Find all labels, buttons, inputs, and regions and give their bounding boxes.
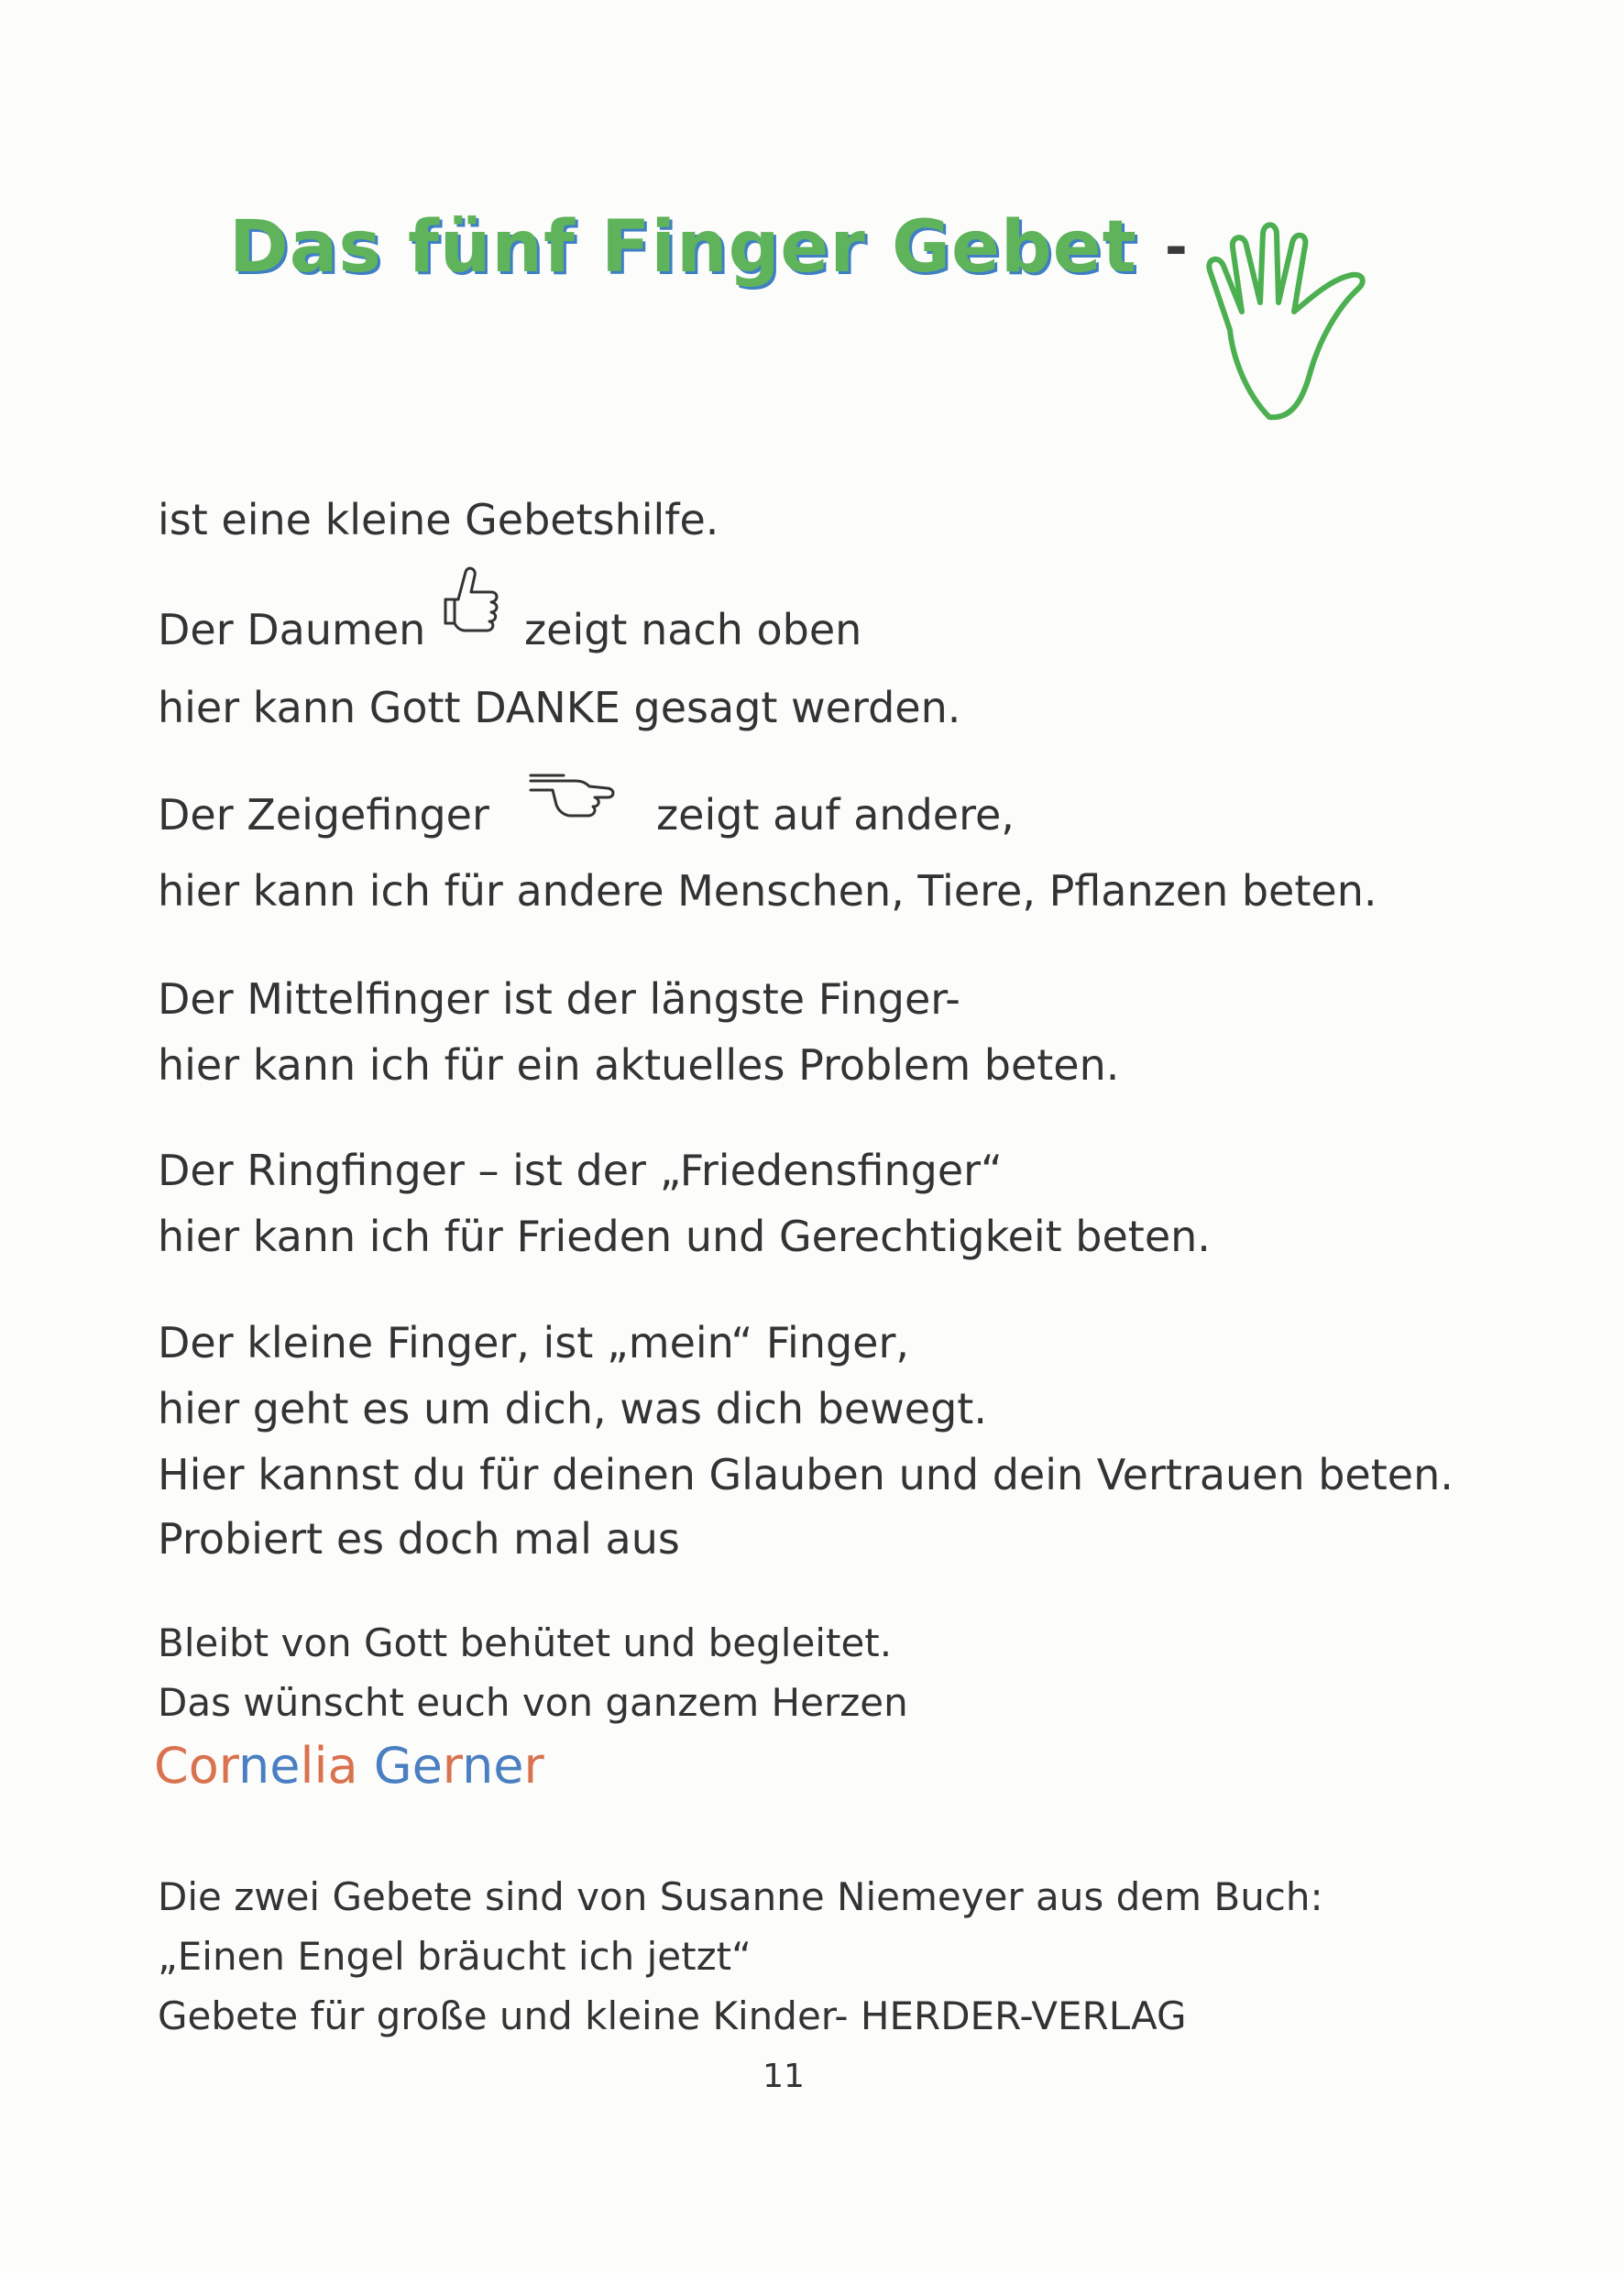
signature-part: r xyxy=(442,1737,463,1795)
closing-line-2: Das wünscht euch von ganzem Herzen xyxy=(158,1680,908,1725)
thumbs-up-icon xyxy=(438,566,502,638)
signature-part: ne xyxy=(462,1737,524,1795)
intro-line: ist eine kleine Gebetshilfe. xyxy=(158,495,719,544)
middle-line-1: Der Mittelfinger ist der längste Finger- xyxy=(158,974,960,1024)
title-row xyxy=(229,206,1188,289)
little-line-4: Probiert es doch mal aus xyxy=(158,1514,680,1564)
signature-part: ne xyxy=(238,1737,301,1795)
ring-line-2: hier kann ich für Frieden und Gerechtigkeit beten. xyxy=(158,1212,1211,1261)
signature-part: ia xyxy=(313,1737,358,1795)
closing-line-1: Bleibt von Gott behütet und begleitet. xyxy=(158,1620,893,1665)
little-line-2: hier geht es um dich, was dich bewegt. xyxy=(158,1384,987,1433)
thumb-line-label: Der Daumen xyxy=(158,605,426,654)
signature xyxy=(154,1737,544,1795)
source-line-3: Gebete für große und kleine Kinder- HERDER-VERLAG xyxy=(158,1993,1187,2038)
little-line-1: Der kleine Finger, ist „mein“ Finger, xyxy=(158,1318,910,1367)
index-line-rest: zeigt auf andere, xyxy=(656,790,1015,840)
hand-outline-icon xyxy=(1182,211,1411,440)
index-line-2: hier kann ich für andere Menschen, Tiere, Pflanzen beten. xyxy=(158,866,1377,916)
page-title: Das fünf Finger Gebet xyxy=(229,206,1137,289)
ring-line-1: Der Ringfinger – ist der „Friedensfinger“ xyxy=(158,1146,1003,1195)
source-line-1: Die zwei Gebete sind von Susanne Niemeyer aus dem Buch: xyxy=(158,1874,1323,1919)
signature-part: r xyxy=(523,1737,544,1795)
index-line-label: Der Zeigefinger xyxy=(158,790,489,840)
page-number: 11 xyxy=(763,2058,805,2095)
thumb-line-2: hier kann Gott DANKE gesagt werden. xyxy=(158,683,961,732)
title-dash: - xyxy=(1164,215,1188,280)
signature-part: Ge xyxy=(357,1737,443,1795)
source-line-2: „Einen Engel bräucht ich jetzt“ xyxy=(158,1934,752,1979)
little-line-3: Hier kannst du für deinen Glauben und dein Vertrauen beten. xyxy=(158,1450,1454,1499)
middle-line-2: hier kann ich für ein aktuelles Problem beten. xyxy=(158,1040,1120,1090)
signature-part: l xyxy=(300,1737,314,1795)
signature-part: Cor xyxy=(154,1737,238,1795)
thumb-line-rest: zeigt nach oben xyxy=(524,605,862,654)
pointing-hand-icon xyxy=(527,768,619,819)
